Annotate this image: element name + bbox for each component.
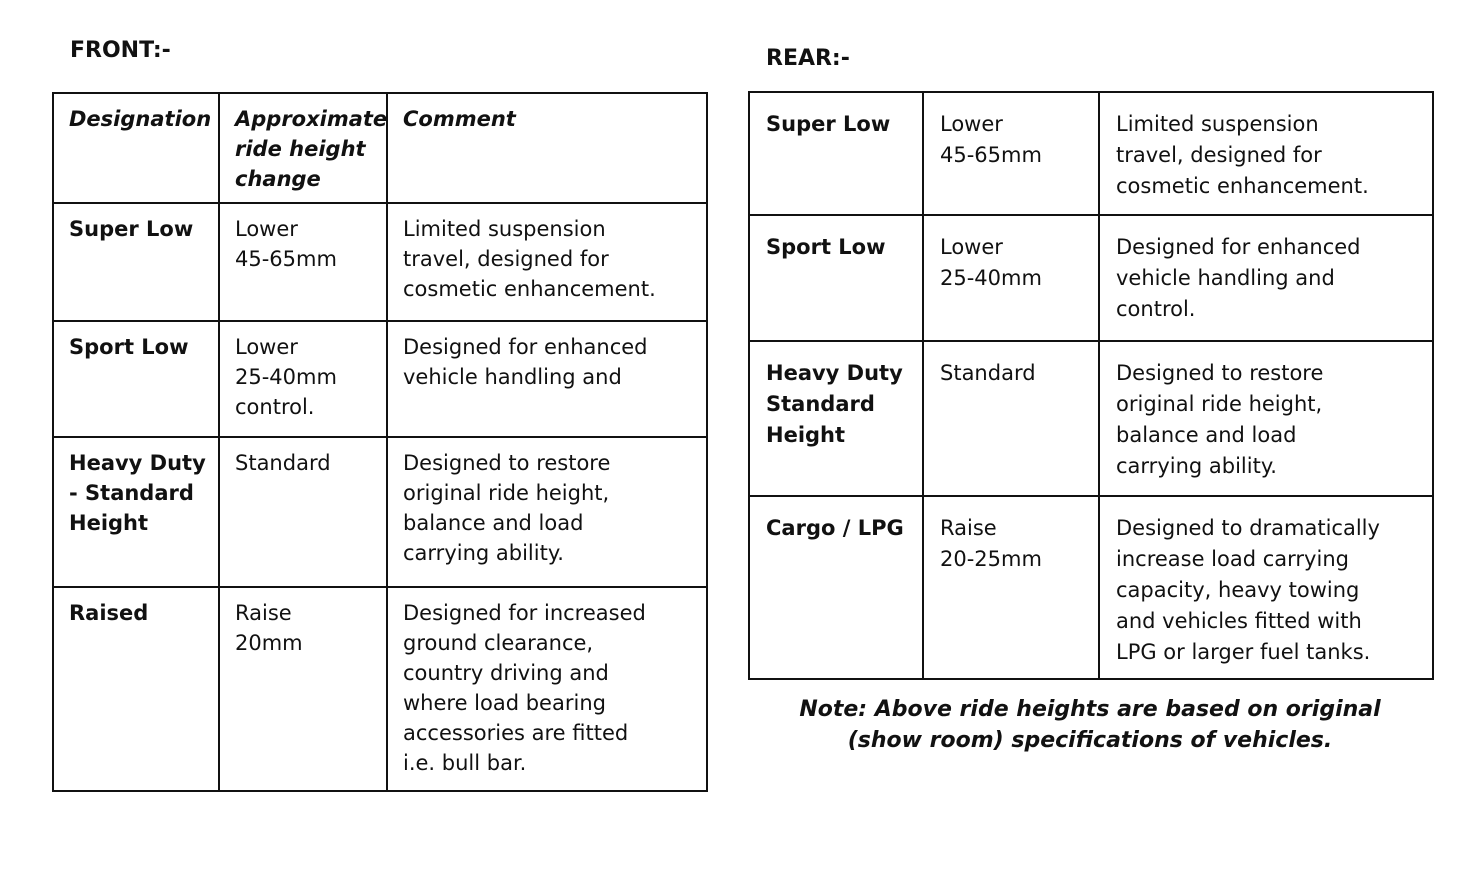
comment-cell: Limited suspension travel, designed for cosmetic enhancement. (387, 203, 707, 321)
designation-cell: Heavy Duty Standard Height (749, 341, 923, 496)
front-header-row (53, 93, 707, 203)
designation-cell: Sport Low (749, 215, 923, 341)
table-row (53, 203, 707, 321)
comment-cell: Limited suspension travel, designed for cosmetic enhancement. (1099, 92, 1433, 215)
table-row (749, 215, 1433, 341)
designation-cell: Heavy Duty - Standard Height (53, 437, 219, 587)
table-row (53, 321, 707, 437)
front-spec-table (52, 92, 708, 792)
comment-cell: Designed to restore original ride height, balance and load carrying ability. (1099, 341, 1433, 496)
designation-cell: Raised (53, 587, 219, 791)
height-cell: Standard (923, 341, 1099, 496)
header-designation: Designation (53, 93, 219, 203)
designation-cell: Super Low (53, 203, 219, 321)
table-row (749, 92, 1433, 215)
rear-section-title: REAR:- (766, 46, 850, 71)
front-section-title: FRONT:- (70, 38, 171, 63)
table-row (749, 496, 1433, 679)
height-cell: Lower 45-65mm (219, 203, 387, 321)
comment-cell: Designed for enhanced vehicle handling and (387, 321, 707, 437)
ride-height-note: Note: Above ride heights are based on original (show room) specifications of vehicles. (799, 697, 1381, 753)
comment-cell: Designed for enhanced vehicle handling and control. (1099, 215, 1433, 341)
height-cell: Raise 20-25mm (923, 496, 1099, 679)
height-cell: Lower 45-65mm (923, 92, 1099, 215)
designation-cell: Super Low (749, 92, 923, 215)
designation-cell: Cargo / LPG (749, 496, 923, 679)
comment-cell: Designed to dramatically increase load carrying capacity, heavy towing and vehicles fitted with LPG or larger fuel tanks. (1099, 496, 1433, 679)
height-cell: Lower 25-40mm (923, 215, 1099, 341)
height-cell: Lower 25-40mm control. (219, 321, 387, 437)
height-cell: Raise 20mm (219, 587, 387, 791)
comment-cell: Designed for increased ground clearance, country driving and where load bearing accessories are fitted i.e. bull bar. (387, 587, 707, 791)
table-row (749, 341, 1433, 496)
header-ride-height-change: Approximate ride height change (219, 93, 387, 203)
designation-cell: Sport Low (53, 321, 219, 437)
header-comment: Comment (387, 93, 707, 203)
table-row (53, 587, 707, 791)
rear-spec-table (748, 91, 1434, 680)
table-row (53, 437, 707, 587)
height-cell: Standard (219, 437, 387, 587)
comment-cell: Designed to restore original ride height, balance and load carrying ability. (387, 437, 707, 587)
